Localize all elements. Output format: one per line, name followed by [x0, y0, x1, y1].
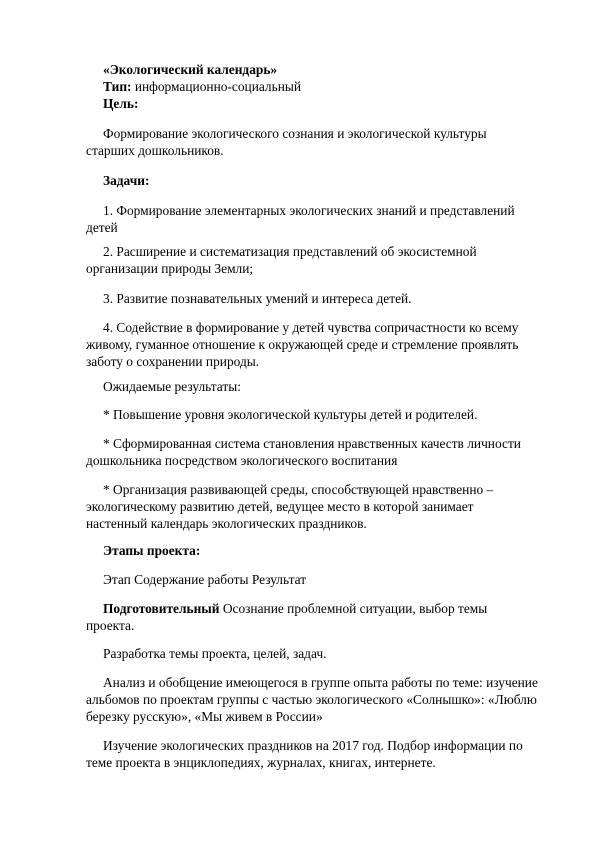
task-line: 2. Расширение и систематизация представлений об экосистемной	[103, 244, 477, 259]
task-line: организации природы Земли;	[86, 261, 254, 276]
stage-line: альбомов по проектам группы с частью экологического «Солнышко»: «Люблю	[86, 692, 537, 707]
task-line: заботу о сохранении природы.	[86, 354, 260, 369]
stage-line: Анализ и обобщение имеющегося в группе опыта работы по теме: изучение	[103, 675, 538, 690]
type-label: Тип:	[103, 79, 132, 94]
document-title: «Экологический календарь»	[103, 62, 278, 77]
stage-line	[103, 600, 563, 618]
expected-results-label: Ожидаемые результаты:	[103, 379, 241, 394]
goal-text-line: Формирование экологического сознания и экологической культуры	[103, 126, 487, 141]
stage-line: теме проекта в энциклопедиях, журналах, книгах, интернете.	[86, 755, 436, 770]
goal-text-line: старших дошкольников.	[86, 143, 224, 158]
result-line: * Повышение уровня экологической культуры детей и родителей.	[103, 407, 478, 422]
result-line: дошкольника посредством экологического воспитания	[86, 453, 398, 468]
stages-label: Этапы проекта:	[103, 543, 201, 558]
stages-header: Этап Содержание работы Результат	[103, 572, 307, 587]
project-type	[103, 78, 563, 96]
stage-line: Изучение экологических праздников на 2017 год. Подбор информации по	[103, 738, 523, 753]
result-line: * Организация развивающей среды, способствующей нравственно –	[103, 482, 494, 497]
result-line: * Сформированная система становления нравственных качеств личности	[103, 436, 521, 451]
result-line: настенный календарь экологических праздников.	[86, 516, 367, 531]
tasks-label: Задачи:	[103, 173, 150, 188]
stage-content: Осознание проблемной ситуации, выбор темы	[219, 601, 488, 616]
stage-name: Подготовительный	[103, 601, 220, 616]
type-value: информационно-социальный	[131, 79, 302, 94]
task-line: 3. Развитие познавательных умений и интереса детей.	[103, 291, 412, 306]
stage-line: проекта.	[86, 618, 135, 633]
stage-line: березку русскую», «Мы живем в России»	[86, 709, 323, 724]
task-line: 1. Формирование элементарных экологических знаний и представлений	[103, 203, 515, 218]
stage-line: Разработка темы проекта, целей, задач.	[103, 646, 327, 661]
task-line: живому, гуманное отношение к окружающей среде и стремление проявлять	[86, 337, 519, 352]
goal-label: Цель:	[103, 96, 139, 111]
task-line: детей	[86, 220, 118, 235]
task-line: 4. Содействие в формирование у детей чувства сопричастности ко всему	[103, 320, 519, 335]
result-line: экологическому развитию детей, ведущее место в которой занимает	[86, 499, 474, 514]
